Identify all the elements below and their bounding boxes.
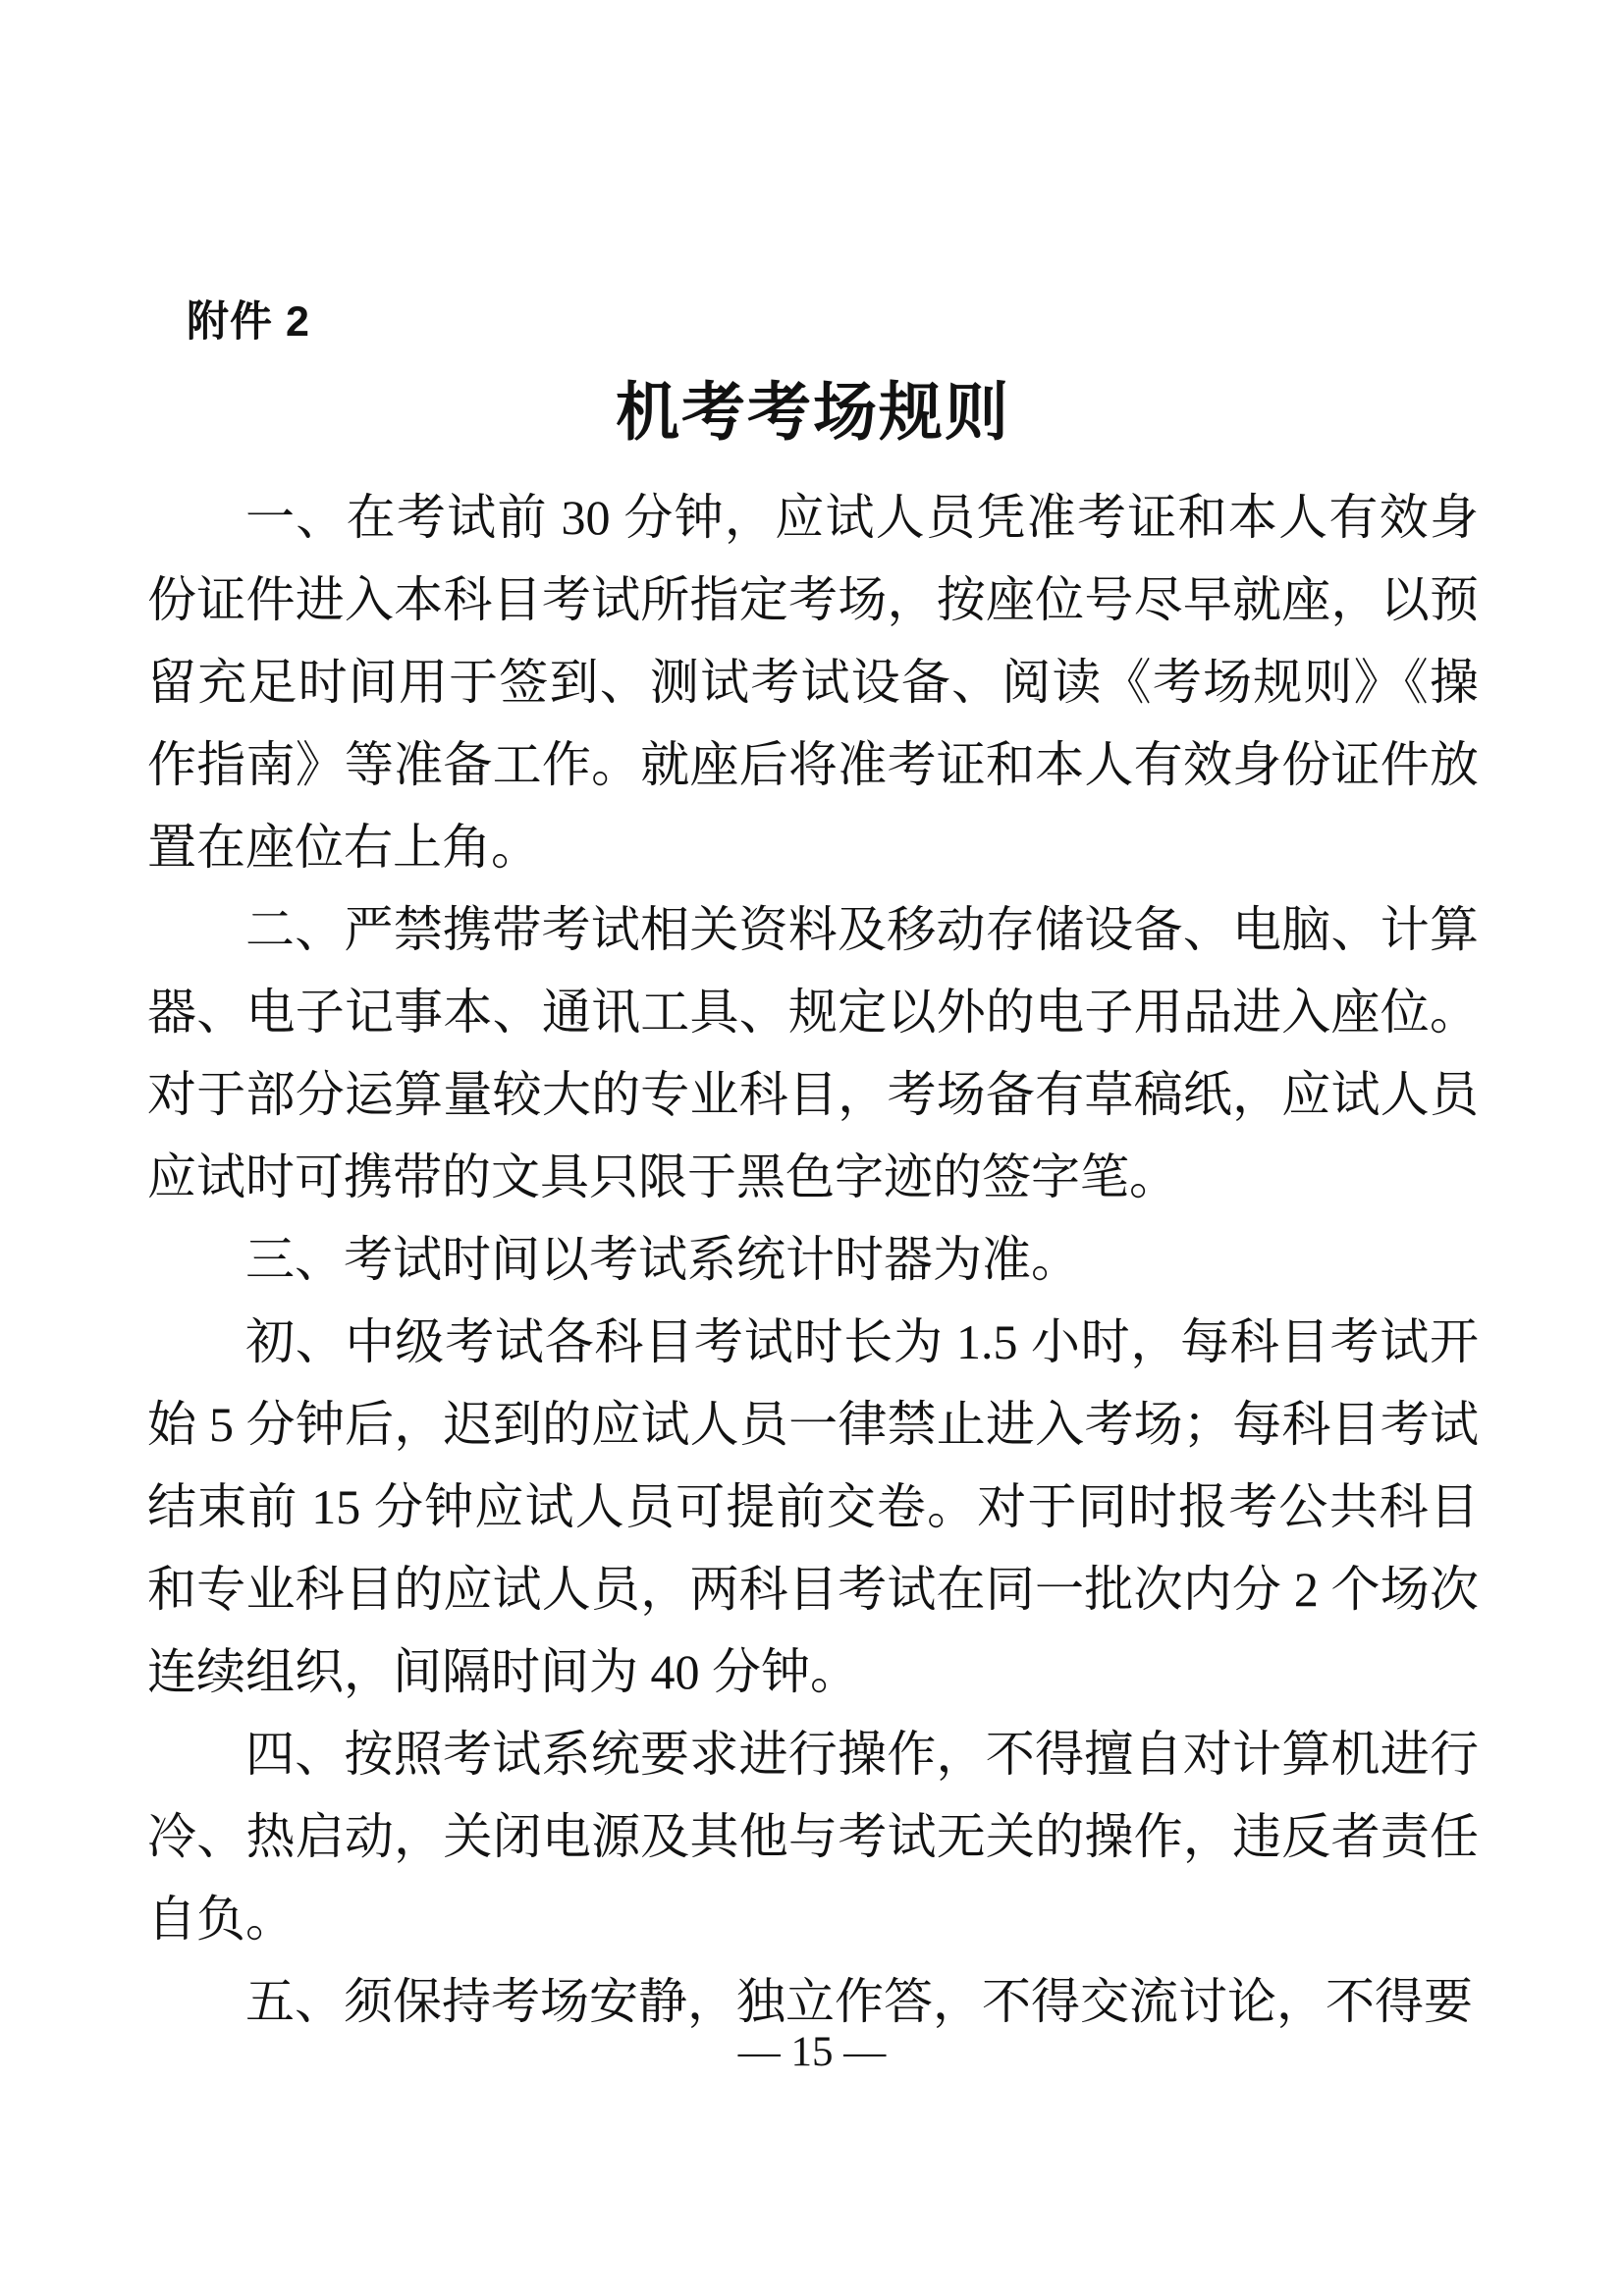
document-title: 机考考场规则 — [615, 378, 1010, 449]
paragraph-rule-4: 四、按照考试系统要求进行操作，不得擅自对计算机进行冷、热启动，关闭电源及其他与考试无关的操作，违反者责任自负。 — [147, 1727, 1479, 1947]
paragraph-rule-2: 二、严禁携带考试相关资料及移动存储设备、电脑、计算器、电子记事本、通讯工具、规定以外的电子用品进入座位。对于部分运算量较大的专业科目，考场备有草稿纸，应试人员应试时可携带的文具只限于黑色字迹的签字笔。 — [147, 902, 1479, 1204]
page-number: — 15 — — [737, 2029, 887, 2075]
document-body — [147, 476, 1479, 2043]
paragraph-rule-3-detail: 初、中级考试各科目考试时长为 1.5 小时，每科目考试开始 5 分钟后，迟到的应试人员一律禁止进入考场；每科目考试结束前 15 分钟应试人员可提前交卷。对于同时报考公共科目和专业科目的应试人员，两科目考试在同一批次内分 2 个场次连续组织，间隔时间为 40 分钟。 — [147, 1314, 1479, 1699]
paragraph-rule-3: 三、考试时间以考试系统计时器为准。 — [245, 1232, 1080, 1287]
document-content — [147, 297, 1479, 2043]
paragraph-rule-1: 一、在考试前 30 分钟，应试人员凭准考证和本人有效身份证件进入本科目考试所指定考场，按座位号尽早就座，以预留充足时间用于签到、测试考试设备、阅读《考场规则》《操作指南》等准备工作。就座后将准考证和本人有效身份证件放置在座位右上角。 — [147, 490, 1479, 875]
paragraph-rule-5: 五、须保持考场安静，独立作答，不得交流讨论，不得要 — [245, 1974, 1473, 2029]
attachment-label: 附件 2 — [187, 298, 310, 346]
